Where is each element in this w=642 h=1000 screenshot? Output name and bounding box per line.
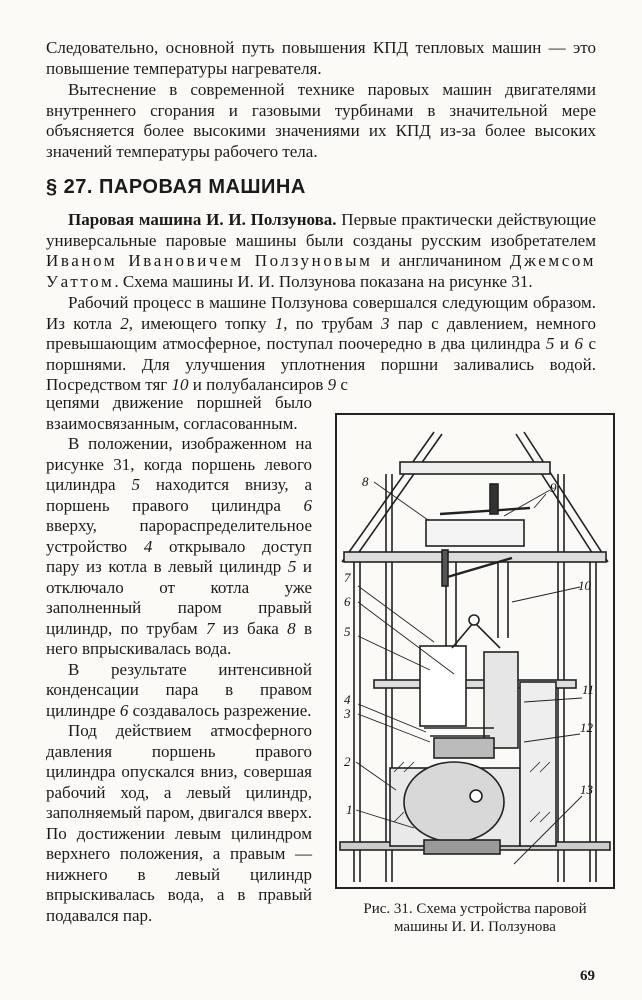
text-run: , по трубам [283,313,382,333]
figure-label-3: 3 [344,706,351,721]
ref-number: 5 [287,557,297,576]
ref-number: 4 [143,536,153,556]
intro-paragraph-2: Вытеснение в современной технике паровых машин двигателями внутреннего сгорания и газовыми турбинами в значительной мере объясняется более высокими значениями их КПД из-за более высоких значений температуры рабочего тела. [46,80,596,161]
figure-label-6: 6 [344,594,351,609]
ref-number: 6 [303,495,312,515]
figure-label-8: 8 [362,474,369,489]
figure-label-4: 4 [344,692,351,707]
figure-label-1: 1 [346,802,353,817]
text-run: В результате интенсивной конденсации пара в правом цилиндре [46,659,312,720]
figure-label-12: 12 [580,720,593,735]
ref-number: 5 [131,475,140,494]
text-run: Рабочий процесс в машине Ползунова совершался следующим образом. Из котла [46,293,596,333]
text-run: В положении, изображенном на рисунке 31, когда поршень левого цилиндра [46,434,312,494]
text-run: и полубалансиров [188,375,328,395]
ref-number: 7 [206,618,215,638]
text-run: с [336,375,348,395]
column-paragraph-4: Под действием атмосферного давления поршень правого цилиндра опускался вниз, совершая рабочий ход, а левый цилиндр, заполняемый паром, двигался вверх. По достижении левым цилиндром верхнего положения, а правым — нижнего в левый цилиндр впрыскивалась вода, а в правый подавался пар. [46,721,312,925]
furnace [424,840,500,854]
water-tank [426,520,524,546]
boiler-valve [470,790,482,802]
caption-line-2: машины И. И. Ползунова [394,919,556,935]
left-text-column [46,393,312,926]
section-paragraph-2 [46,293,596,396]
text-run: находится внизу, а поршень правого цилиндра [46,475,312,515]
ref-number: 6 [574,334,583,354]
text-run: из бака [214,618,288,638]
caption-line-1: Рис. 31. Схема устройства паровой [363,901,587,917]
text-run: Первые практически действующие универсальные паровые машины были созданы русским изобретателем [46,210,596,250]
roof-crossbeam [400,462,550,474]
cylinder-left [420,646,466,726]
rod-rig [442,550,448,586]
section-heading: § 27. ПАРОВАЯ МАШИНА [46,176,306,198]
section-paragraph-1 [46,210,596,292]
inventor-name-polzunov: Иваном Ивановичем Ползуновым [46,251,373,271]
text-run: с поршнями. Для улучшения уплотнения поршни заливались водой. Посредством тяг [46,334,597,395]
balancer-post [490,484,498,514]
ref-number: 6 [119,700,129,720]
text-run: и [554,334,575,354]
cylinder-right [484,652,518,748]
figure-label-10: 10 [578,578,591,593]
text-run: в него впрыскивалась вода. [46,618,313,658]
boiler [404,762,504,842]
ref-number: 5 [545,334,555,354]
text-run: . Схема машины И. И. Ползунова показана на рисунке 31. [114,271,533,291]
ref-number: 8 [287,618,296,638]
text-run: открывало доступ пару из котла в левый цилиндр [46,536,312,576]
text-run: и англичанином [372,251,510,271]
subheading: Паровая машина И. И. Ползунова. [68,210,337,229]
distributor [434,738,494,758]
text-run: и отключало от котла уже заполненный паром правый цилиндр, по трубам [46,557,312,638]
ref-number: 3 [381,313,390,333]
ref-number: 2 [120,313,129,333]
figure-label-2: 2 [344,754,351,769]
column-paragraph-2 [46,434,312,660]
pivot [469,615,479,625]
text-run: пар с давлением, немного превышающим атмосферное, поступал поочередно в два цилиндра [46,313,597,354]
figure-label-11: 11 [582,682,595,697]
upper-floor [344,552,606,562]
figure-label-9: 9 [550,480,557,495]
text-run: вверху, парораспределительное устройство [46,516,312,556]
chains [452,622,500,648]
ref-number: 1 [274,313,284,333]
rods [446,562,508,652]
page-number: 69 [580,968,595,984]
figure-caption [332,900,618,936]
figure-label-5: 5 [344,624,351,639]
figure-label-7: 7 [344,570,351,585]
ref-number: 9 [327,375,337,395]
text-run: создавалось разрежение. [128,700,312,720]
text-run: , имеющего топку [128,313,275,333]
polzunov-engine-diagram [334,412,616,890]
figure-label-13: 13 [580,782,593,797]
inventor-name-watt: Джемсом Уаттом [46,251,596,291]
ref-number: 10 [171,375,189,395]
column-paragraph-1: цепями движение поршней было взаимосвязанным, согласованным. [46,393,312,433]
column-paragraph-3 [46,660,312,722]
intro-paragraph-1: Следовательно, основной путь повышения КПД тепловых машин — это повышение температуры нагревателя. [46,38,596,78]
